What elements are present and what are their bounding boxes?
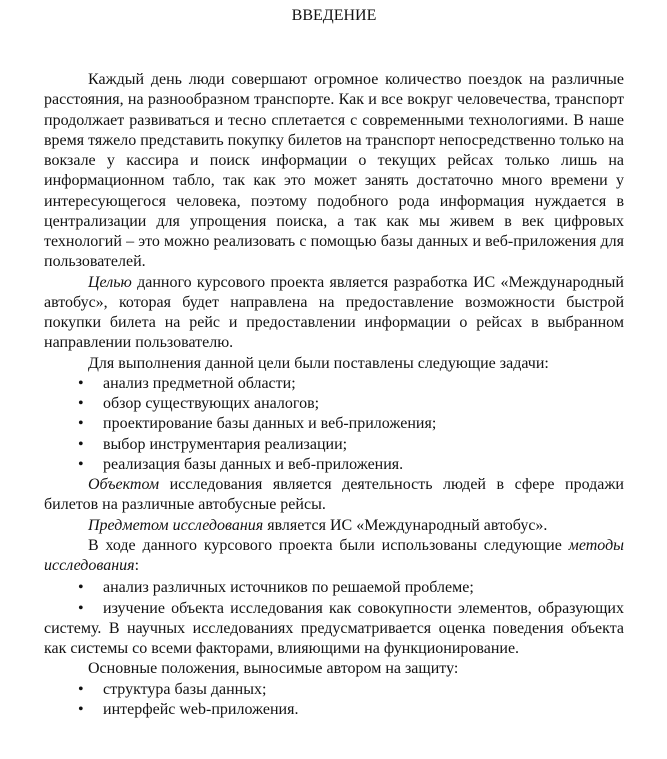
object-text: исследования является деятельность людей в сфере продажи билетов на различные автобусные рейсы. <box>44 476 624 514</box>
subject-paragraph <box>44 516 624 536</box>
bullet-icon: • <box>78 395 84 412</box>
bullet-icon: • <box>78 415 84 433</box>
tasks-intro: Для выполнения данной цели были поставлены следующие задачи: <box>88 354 549 372</box>
object-paragraph <box>44 475 624 516</box>
list-item-text: проектирование базы данных и веб-приложения; <box>103 415 437 433</box>
theses-intro: Основные положения, выносимые автором на защиту: <box>88 660 459 678</box>
bullet-icon: • <box>78 700 84 718</box>
object-label: Объектом <box>88 476 160 493</box>
list-item-text: анализ предметной области; <box>103 374 296 392</box>
list-item <box>44 599 624 660</box>
list-item <box>44 394 624 414</box>
subject-label: Предметом исследования <box>88 516 264 534</box>
intro-paragraph: Каждый день люди совершают огромное количество поездок на различные расстояния, на разнообразном транспорте. Как и все вокруг человечества, транспорт продолжает развиваться и тесно сплетается с современными технологиями. В наше время тяжело представить покупку билетов на транспорт непосредственно только на вокзале у кассира и поиск информации о текущих рейсах только лишь на информационном табло, так как это может занять достаточно много времени у интересующегося человека, поэтому подобного рода информация нуждается в централизации для упрощения поиска, а так как мы живем в век цифровых технологий – это можно реализовать с помощью базы данных и веб-приложения для пользователей. <box>44 71 624 271</box>
list-item-text: выбор инструментария реализации; <box>103 435 348 453</box>
section-title: ВВЕДЕНИЕ <box>291 7 377 24</box>
list-item-text: анализ различных источников по решаемой проблеме; <box>103 579 474 597</box>
subject-text: является ИС «Международный автобус». <box>263 516 548 534</box>
list-item <box>44 578 624 598</box>
bullet-icon: • <box>78 455 84 473</box>
list-item-text: изучение объекта исследования как совокупности элементов, образующих систему. В научных исследованиях предусматривается оценка поведения объекта как системы со всеми факторами, влияющими на функционирование. <box>44 599 624 657</box>
bullet-icon: • <box>78 374 84 392</box>
list-item <box>44 455 624 475</box>
list-item <box>44 414 624 434</box>
document-page <box>44 6 624 720</box>
methods-paragraph <box>44 536 624 577</box>
bullet-icon: • <box>78 680 84 698</box>
goal-paragraph <box>44 273 624 354</box>
list-item <box>44 700 624 720</box>
list-item <box>44 374 624 394</box>
methods-lead: В ходе данного курсового проекта были использованы следующие <box>88 536 569 554</box>
list-item-text: реализация базы данных и веб-приложения. <box>103 455 404 473</box>
methods-tail: : <box>134 557 140 574</box>
list-item-text: обзор существующих аналогов; <box>103 395 320 412</box>
goal-text: данного курсового проекта является разработка ИС «Международный автобус», которая будет направлена на предоставление возможности быстрой покупки билета на рейс и предоставлении информации о рейсах в выбранном направлении пользователю. <box>44 273 624 352</box>
bullet-icon: • <box>78 599 84 617</box>
list-item <box>44 435 624 455</box>
methods-label: методы исследования <box>44 536 624 574</box>
goal-label: Целью <box>88 273 132 291</box>
list-item-text: интерфейс web-приложения. <box>103 700 299 718</box>
bullet-icon: • <box>78 435 84 453</box>
list-item-text: структура базы данных; <box>103 680 267 698</box>
bullet-icon: • <box>78 579 84 597</box>
list-item <box>44 680 624 700</box>
